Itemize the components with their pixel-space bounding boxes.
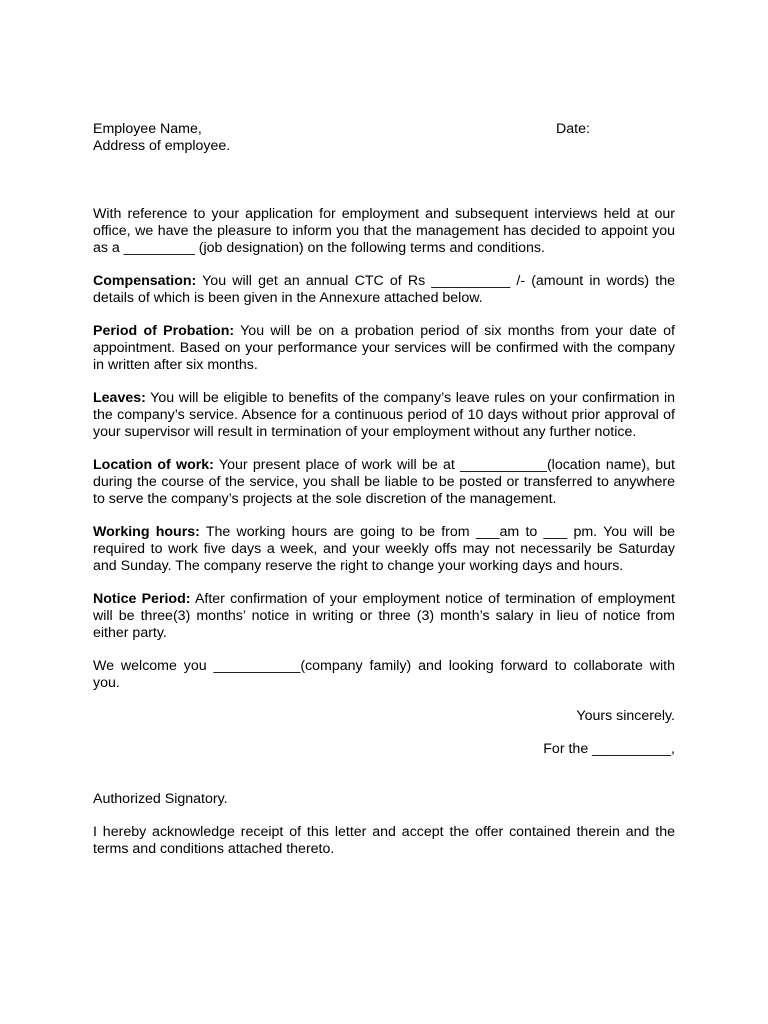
working-hours-text: The working hours are going to be from ___am to ___ pm. You will be required to work five days a week, and your weekly offs may not necessarily be Saturday and Sunday. The company reserve the right to change your working days and hours. xyxy=(93,524,675,574)
leaves-paragraph xyxy=(93,390,675,441)
leaves-heading: Leaves: xyxy=(93,390,146,406)
working-hours-heading: Working hours: xyxy=(93,524,200,540)
employee-address: Address of employee. xyxy=(93,138,231,154)
acknowledgement-paragraph: I hereby acknowledge receipt of this letter and accept the offer contained therein and the terms and conditions attached thereto. xyxy=(93,824,675,857)
employee-name: Employee Name, xyxy=(93,121,202,137)
probation-text: You will be on a probation period of six months from your date of appointment. Based on your performance your services will be confirmed with the company in written after six months. xyxy=(93,323,675,373)
notice-period-paragraph xyxy=(93,591,675,642)
compensation-paragraph xyxy=(93,273,675,307)
header-line xyxy=(93,121,675,138)
probation-heading: Period of Probation: xyxy=(93,323,235,339)
notice-period-text: After confirmation of your employment notice of termination of employment will be three(3) months’ notice in writing or three (3) month’s salary in lieu of notice from either party. xyxy=(93,591,675,641)
closing-line: Yours sincerely. xyxy=(576,708,675,724)
offer-letter xyxy=(93,121,675,858)
leaves-text: You will be eligible to benefits of the company’s leave rules on your confirmation in the company’s service. Absence for a continuous period of 10 days without prior approval of your supervisor will result in termination of your employment without any further notice. xyxy=(93,390,675,440)
welcome-paragraph: We welcome you ___________(company family) and looking forward to collaborate with you. xyxy=(93,658,675,691)
probation-paragraph xyxy=(93,323,675,374)
authorized-signatory: Authorized Signatory. xyxy=(93,791,228,807)
compensation-text: You will get an annual CTC of Rs __________ /- (amount in words) the details of which is been given in the Annexure attached below. xyxy=(93,273,675,306)
working-hours-paragraph xyxy=(93,524,675,575)
location-paragraph xyxy=(93,457,675,508)
location-heading: Location of work: xyxy=(93,457,214,473)
compensation-heading: Compensation: xyxy=(93,273,197,289)
for-company-line: For the __________, xyxy=(543,741,675,757)
intro-paragraph: With reference to your application for employment and subsequent interviews held at our office, we have the pleasure to inform you that the management has decided to appoint you as a _________ (job designation) on the following terms and conditions. xyxy=(93,206,675,256)
notice-period-heading: Notice Period: xyxy=(93,591,191,607)
location-text: Your present place of work will be at ___________(location name), but during the course of the service, you shall be liable to be posted or transferred to anywhere to serve the company’s projects at the sole discretion of the management. xyxy=(93,457,676,507)
date-label: Date: xyxy=(556,121,590,137)
